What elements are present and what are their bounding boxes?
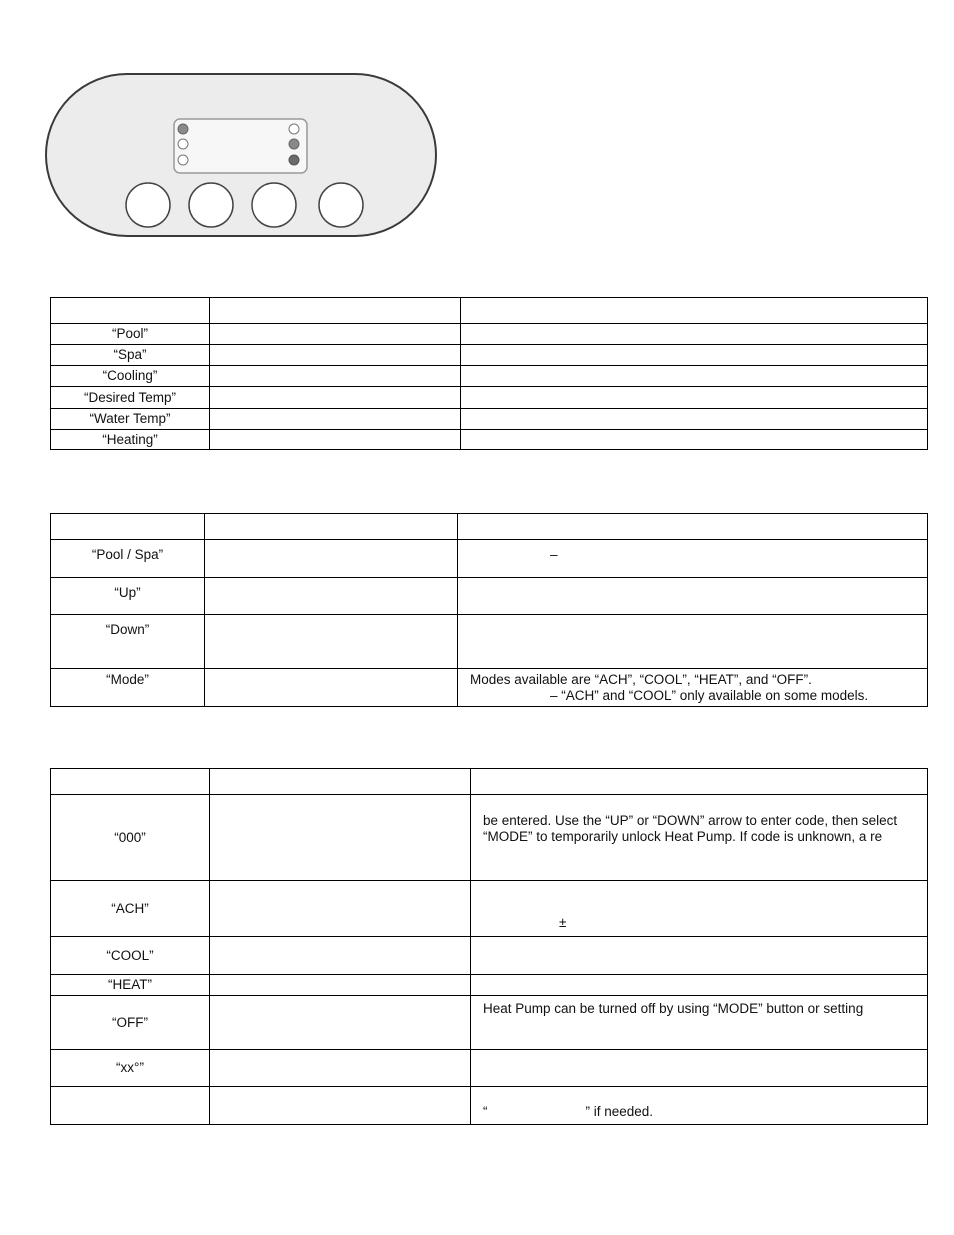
plus-minus-symbol: ± (559, 915, 567, 930)
button-name: “Mode” (51, 669, 205, 707)
water-temp-led-icon (289, 139, 299, 149)
button-name: “Down” (51, 615, 205, 669)
table-row (51, 430, 928, 450)
table-header-row (51, 298, 928, 324)
display-code: “HEAT” (51, 975, 210, 996)
display-code-table (50, 768, 928, 1125)
cooling-led-icon (178, 155, 188, 165)
button-name: “Pool / Spa” (51, 540, 205, 578)
button-table (50, 513, 928, 707)
table-row (51, 1050, 928, 1087)
table-row (51, 615, 928, 669)
table-header-row (51, 514, 928, 540)
table-header-row (51, 769, 928, 795)
down-button[interactable] (252, 183, 296, 227)
heating-led-icon (289, 155, 299, 165)
display-code: “000” (51, 795, 210, 881)
table-row (51, 366, 928, 387)
button-name: “Up” (51, 578, 205, 615)
indicator-name: “Cooling” (51, 366, 210, 387)
display-code: “ACH” (51, 881, 210, 937)
table-row (51, 345, 928, 366)
table-row: “Pool / Spa” – (51, 540, 928, 578)
display-window (174, 119, 307, 173)
indicator-name: “Spa” (51, 345, 210, 366)
indicator-table (50, 297, 928, 450)
table-row (51, 881, 928, 937)
mode-button[interactable] (319, 183, 363, 227)
table-row: “Mode” Modes available are “ACH”, “COOL”, “HEAT”, and “OFF”. – “ACH” and “COOL” only available on some models. (51, 669, 928, 707)
display-code: “xx°” (51, 1050, 210, 1087)
table-row: “OFF” Heat Pump can be turned off by using “MODE” button or setting (51, 996, 928, 1050)
spa-led-icon (178, 139, 188, 149)
display-code: “COOL” (51, 937, 210, 975)
up-button[interactable] (189, 183, 233, 227)
table-row: “000” be entered. Use the “UP” or “DOWN” arrow to enter code, then select “MODE” to temporarily unlock Heat Pump. If code is unknown, a re (51, 795, 928, 881)
indicator-name: “Heating” (51, 430, 210, 450)
indicator-name: “Pool” (51, 324, 210, 345)
table-row (51, 578, 928, 615)
indicator-name: “Water Temp” (51, 409, 210, 430)
pool-led-icon (178, 124, 188, 134)
table-row (51, 324, 928, 345)
table-row: “ ” if needed. (51, 1087, 928, 1125)
display-code (51, 1087, 210, 1125)
control-panel-illustration (44, 72, 438, 238)
table-row (51, 387, 928, 409)
table-row (51, 409, 928, 430)
indicator-name: “Desired Temp” (51, 387, 210, 409)
pool-spa-button[interactable] (126, 183, 170, 227)
display-code: “OFF” (51, 996, 210, 1050)
table-row (51, 975, 928, 996)
table-row (51, 937, 928, 975)
desired-temp-led-icon (289, 124, 299, 134)
